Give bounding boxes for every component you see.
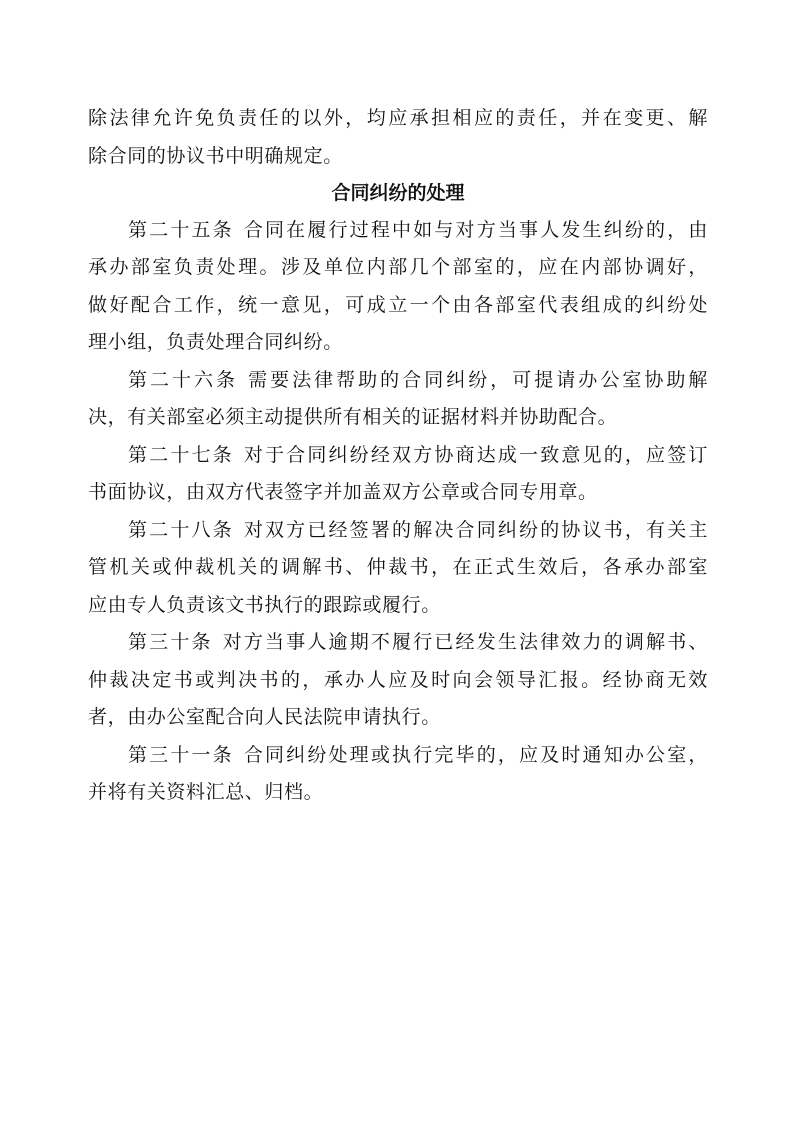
article-number: 第二十七条 [128, 444, 234, 466]
article-number: 第二十五条 [128, 219, 234, 241]
article-28-line-2: 管机关或仲裁机关的调解书、仲裁书，在正式生效后，各承办部室 [88, 556, 708, 578]
article-number: 第三十一条 [128, 744, 234, 766]
article-text: 合同在履行过程中如与对方当事人发生纠纷的，由 [243, 219, 708, 241]
article-text: 对方当事人逾期不履行已经发生法律效力的调解书、 [222, 631, 708, 653]
article-31-first-line [128, 740, 708, 770]
article-number: 第二十八条 [128, 519, 234, 541]
article-27-first-line [128, 440, 708, 470]
article-31-line-2: 并将有关资料汇总、归档。 [88, 781, 324, 803]
article-26-line-2: 决，有关部室必须主动提供所有相关的证据材料并协助配合。 [88, 406, 618, 428]
article-text: 对于合同纠纷经双方协商达成一致意见的，应签订 [243, 444, 708, 466]
article-27-line-2: 书面协议，由双方代表签字并加盖双方公章或合同专用章。 [88, 481, 598, 503]
intro-line-2: 除合同的协议书中明确规定。 [88, 145, 343, 167]
article-text: 合同纠纷处理或执行完毕的，应及时通知办公室， [243, 744, 708, 766]
article-25-line-3: 做好配合工作，统一意见，可成立一个由各部室代表组成的纠纷处 [88, 294, 708, 316]
article-26-first-line [128, 365, 708, 395]
article-25-first-line [128, 215, 708, 245]
article-28-line-3: 应由专人负责该文书执行的跟踪或履行。 [88, 594, 441, 616]
article-30-line-3: 者，由办公室配合向人民法院申请执行。 [88, 706, 441, 728]
article-28-first-line [128, 515, 708, 545]
article-25-line-4: 理小组，负责处理合同纠纷。 [88, 331, 343, 353]
intro-line-1: 除法律允许免负责任的以外，均应承担相应的责任，并在变更、解 [88, 107, 708, 129]
article-number: 第二十六条 [128, 369, 239, 391]
article-25-line-2: 承办部室负责处理。涉及单位内部几个部室的，应在内部协调好， [88, 256, 708, 278]
article-30-first-line [128, 627, 708, 657]
section-heading: 合同纠纷的处理 [331, 182, 465, 204]
article-text: 对双方已经签署的解决合同纠纷的协议书，有关主 [243, 519, 708, 541]
article-text: 需要法律帮助的合同纠纷，可提请办公室协助解 [248, 369, 708, 391]
article-30-line-2: 仲裁决定书或判决书的，承办人应及时向会领导汇报。经协商无效 [88, 669, 708, 691]
article-number: 第三十条 [128, 631, 213, 653]
